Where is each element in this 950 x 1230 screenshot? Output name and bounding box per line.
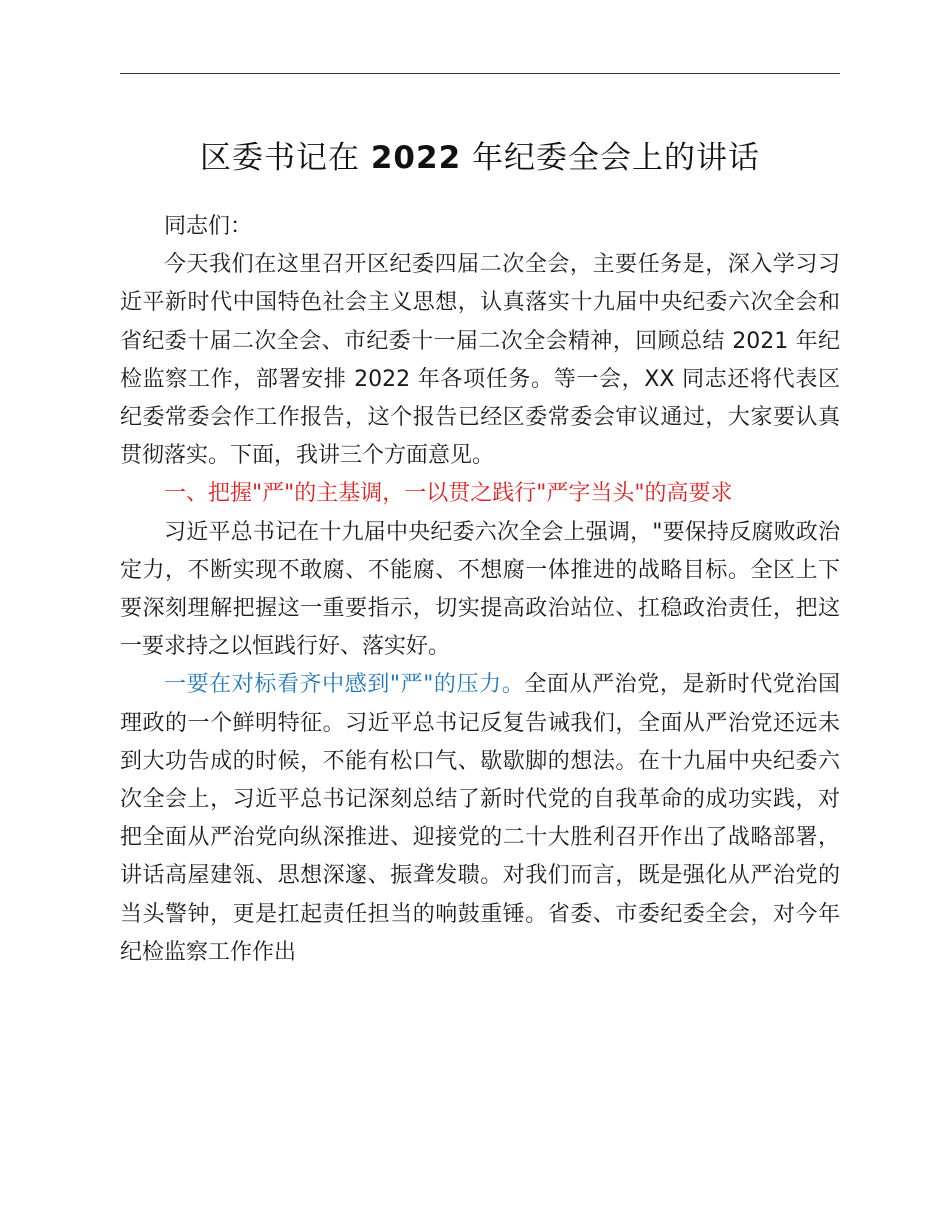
- header-rule: [120, 73, 840, 74]
- intro-paragraph: 今天我们在这里召开区纪委四届二次全会，主要任务是，深入学习习近平新时代中国特色社会主义思想，认真落实十九届中央纪委六次全会和省纪委十届二次全会、市纪委十一届二次全会精神，回顾总结 2021 年纪检监察工作，部署安排 2022 年各项任务。等一会，XX 同志还将代表区纪委常委会作工作报告，这个报告已经区委常委会审议通过，大家要认真贯彻落实。下面，我讲三个方面意见。: [120, 252, 840, 469]
- section-1-heading: 一、把握"严"的主基调，一以贯之践行"严字当头"的高要求: [164, 481, 733, 507]
- subsection-1-heading: 一要在对标看齐中感到"严"的压力。: [164, 672, 525, 698]
- subsection-1-paragraph: [120, 666, 840, 972]
- title-suffix: 年纪委全会上的讲话: [461, 140, 760, 176]
- title-year: 2022: [370, 140, 462, 176]
- title-prefix: 区委书记在: [200, 140, 371, 176]
- section-1-paragraph: 习近平总书记在十九届中央纪委六次全会上强调，"要保持反腐败政治定力，不断实现不敢腐、不能腐、不想腐一体推进的战略目标。全区上下要深刻理解把握这一重要指示，切实提高政治站位、扛稳政治责任，把这一要求持之以恒践行好、落实好。: [120, 519, 840, 660]
- salutation: 同志们：: [164, 214, 253, 239]
- subsection-1-text: 全面从严治党，是新时代党治国理政的一个鲜明特征。习近平总书记反复告诫我们，全面从严治党还远未到大功告成的时候，不能有松口气、歇歇脚的想法。在十九届中央纪委六次全会上，习近平总书记深刻总结了新时代党的自我革命的成功实践，对把全面从严治党向纵深推进、迎接党的二十大胜利召开作出了战略部署，讲话高屋建瓴、思想深邃、振聋发聩。对我们而言，既是强化从严治党的当头警钟，更是扛起责任担当的响鼓重锤。省委、市委纪委全会，对今年纪检监察工作作出: [120, 672, 840, 965]
- document-body: [120, 208, 840, 972]
- document-title: [120, 136, 840, 180]
